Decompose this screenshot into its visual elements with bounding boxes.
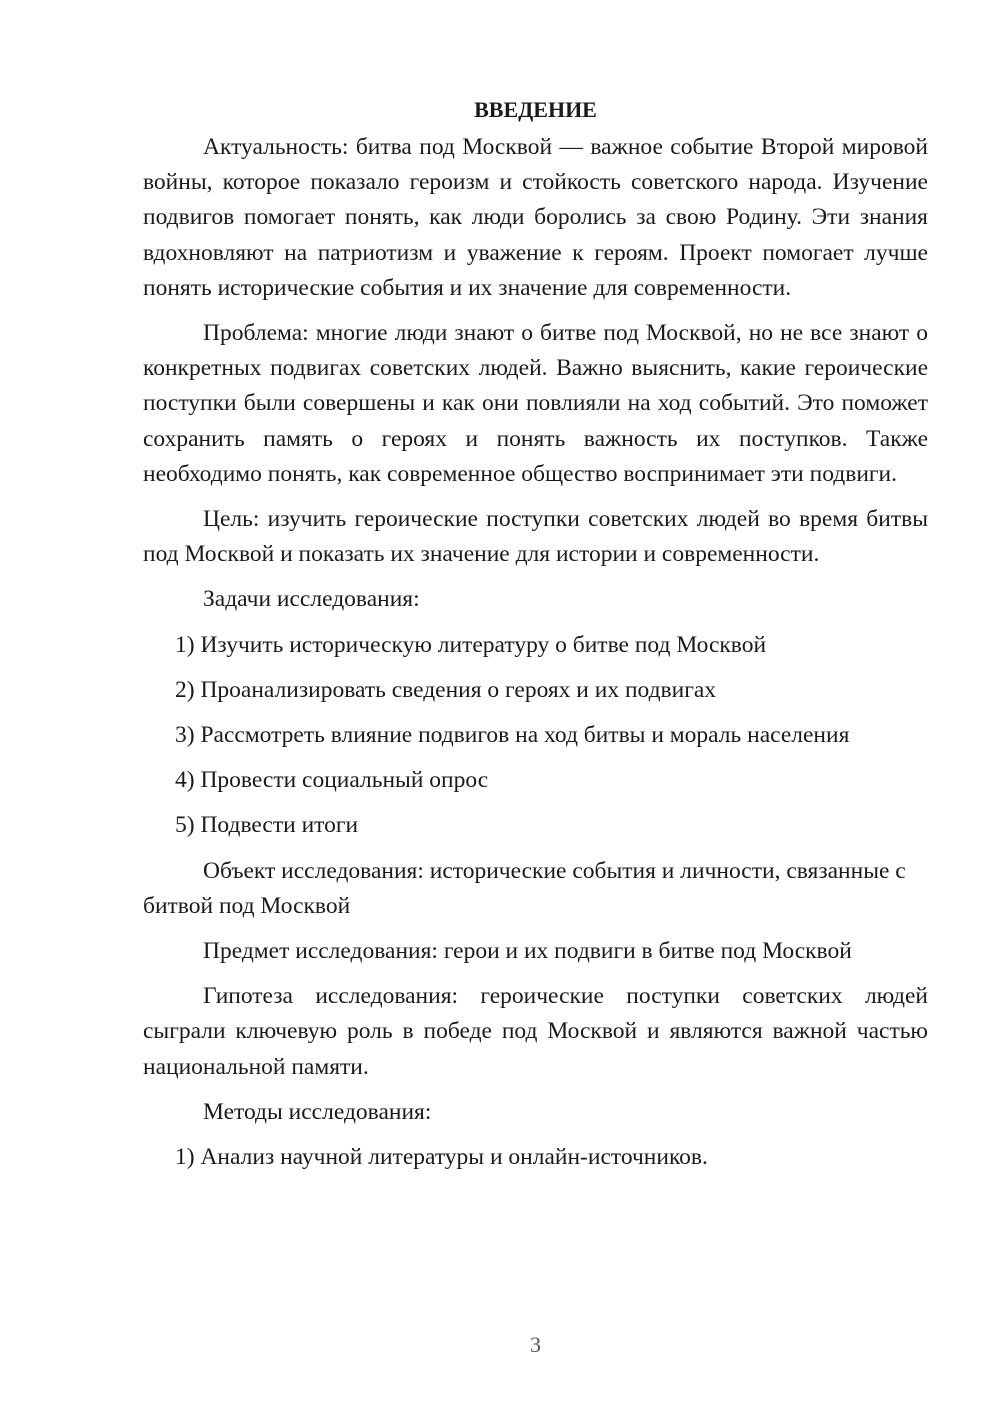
- relevance-paragraph: Актуальность: битва под Москвой — важное событие Второй мировой войны, которое показало героизм и стойкость советского народа. Изучение подвигов помогает понять, как люди боролись за свою Родину. Эти знания вдохновляют на патриотизм и уважение к героям. Проект помогает лучше понять исторические события и их значение для современности.: [143, 134, 928, 301]
- object-paragraph: Объект исследования: исторические события и личности, связанные с битвой под Москвой: [143, 857, 906, 919]
- task-item: 5) Подвести итоги: [175, 812, 359, 839]
- task-item: 4) Провести социальный опрос: [175, 767, 489, 794]
- method-item: 1) Анализ научной литературы и онлайн-источников.: [175, 1144, 708, 1171]
- tasks-heading: Задачи исследования:: [203, 586, 420, 613]
- methods-list: [143, 1140, 928, 1175]
- methods-heading: Методы исследования:: [203, 1098, 432, 1125]
- problem-paragraph: Проблема: многие люди знают о битве под Москвой, но не все знают о конкретных подвигах советских людей. Важно выяснить, какие героические поступки были совершены и как они повлияли на ход событий. Это поможет сохранить память о героях и понять важность их поступков. Также необходимо понять, как современное общество воспринимает эти подвиги.: [143, 320, 928, 487]
- task-item: 2) Проанализировать сведения о героях и их подвигах: [175, 676, 717, 703]
- tasks-list: [143, 628, 928, 844]
- task-item: 3) Рассмотреть влияние подвигов на ход битвы и мораль населения: [175, 722, 850, 749]
- section-title: ВВЕДЕНИЕ: [474, 97, 597, 122]
- page-content: [143, 92, 928, 1185]
- task-item: 1) Изучить историческую литературу о битве под Москвой: [175, 631, 767, 658]
- goal-paragraph: Цель: изучить героические поступки советских людей во время битвы под Москвой и показать их значение для истории и современности.: [143, 506, 928, 568]
- hypothesis-paragraph: Гипотеза исследования: героические поступки советских людей сыграли ключевую роль в победе под Москвой и являются важной частью национальной памяти.: [143, 983, 928, 1080]
- page-number: 3: [530, 1332, 541, 1357]
- subject-paragraph: Предмет исследования: герои и их подвиги в битве под Москвой: [203, 938, 852, 965]
